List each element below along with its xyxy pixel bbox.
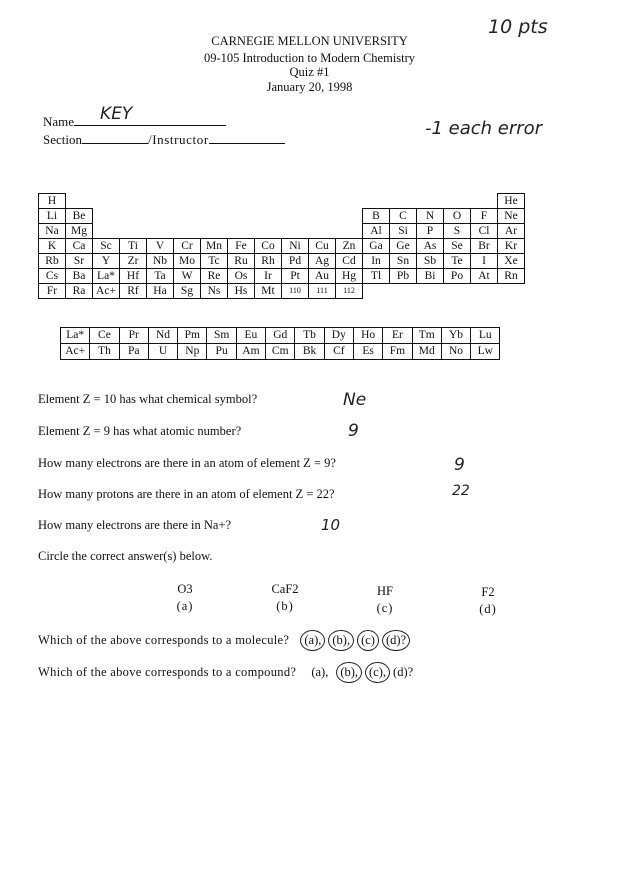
element-cell: Dy [324, 328, 353, 344]
element-cell: Sn [390, 254, 417, 269]
molecule-question [38, 630, 413, 651]
element-cell: Al [363, 224, 390, 239]
species-a [160, 582, 210, 614]
empty-cell [309, 209, 336, 224]
empty-cell [201, 194, 228, 209]
element-cell: Mg [66, 224, 93, 239]
element-cell: Fr [39, 284, 66, 299]
empty-cell [309, 194, 336, 209]
compound-question-text: Which of the above corresponds to a compound? [38, 665, 297, 679]
species-a-letter: (a) [176, 599, 194, 613]
element-cell: Mt [255, 284, 282, 299]
molecule-options [300, 633, 413, 647]
element-cell: Rb [39, 254, 66, 269]
instructor-field[interactable] [209, 130, 285, 144]
element-cell: Sb [417, 254, 444, 269]
element-cell: S [444, 224, 471, 239]
circled-option[interactable]: (a), [300, 630, 325, 651]
element-cell: Np [178, 344, 207, 360]
question-4 [38, 483, 470, 502]
circled-option[interactable]: (c) [357, 630, 379, 651]
empty-cell [444, 284, 471, 299]
empty-cell [255, 209, 282, 224]
species-b-letter: (b) [276, 599, 294, 613]
element-cell: Ru [228, 254, 255, 269]
element-cell: H [39, 194, 66, 209]
question-3 [38, 455, 465, 475]
empty-cell [444, 194, 471, 209]
element-cell: Pu [207, 344, 236, 360]
element-cell: Ce [90, 328, 119, 344]
element-cell: Ne [498, 209, 525, 224]
element-cell: Po [444, 269, 471, 284]
section-label: Section [43, 132, 82, 147]
element-cell: Pb [390, 269, 417, 284]
empty-cell [282, 194, 309, 209]
element-cell: Li [39, 209, 66, 224]
element-cell: 110 [282, 284, 309, 299]
element-cell: Zn [336, 239, 363, 254]
empty-cell [363, 284, 390, 299]
element-cell: La* [93, 269, 120, 284]
university-title: CARNEGIE MELLON UNIVERSITY [211, 34, 408, 48]
element-cell: Cu [309, 239, 336, 254]
empty-cell [255, 224, 282, 239]
element-cell: Na [39, 224, 66, 239]
empty-cell [93, 209, 120, 224]
circled-option[interactable]: (d)? [382, 630, 410, 651]
element-cell: Pt [282, 269, 309, 284]
periodic-row [39, 269, 525, 284]
periodic-row [39, 254, 525, 269]
element-cell: Sg [174, 284, 201, 299]
compound-options [311, 665, 421, 679]
element-cell: Os [228, 269, 255, 284]
periodic-table [38, 193, 525, 299]
element-cell: Lu [471, 328, 500, 344]
empty-cell [390, 194, 417, 209]
element-cell: Es [353, 344, 382, 360]
question-4-text: How many protons are there in an atom of element Z = 22? [38, 487, 335, 501]
element-cell: Md [412, 344, 441, 360]
element-cell: Eu [236, 328, 265, 344]
element-cell: P [417, 224, 444, 239]
empty-cell [228, 209, 255, 224]
element-cell: Bi [417, 269, 444, 284]
empty-cell [120, 194, 147, 209]
empty-cell [174, 224, 201, 239]
element-cell: Ge [390, 239, 417, 254]
element-cell: U [148, 344, 177, 360]
empty-cell [336, 194, 363, 209]
element-cell: B [363, 209, 390, 224]
element-cell: In [363, 254, 390, 269]
answer-1: Ne [343, 390, 367, 410]
element-cell: Ca [66, 239, 93, 254]
element-cell: Yb [441, 328, 470, 344]
element-cell: Sr [66, 254, 93, 269]
element-cell: W [174, 269, 201, 284]
element-cell: Xe [498, 254, 525, 269]
points-annotation: 10 pts [488, 16, 548, 38]
molecule-question-text: Which of the above corresponds to a molecule? [38, 633, 290, 647]
periodic-row [39, 284, 525, 299]
element-cell: Tm [412, 328, 441, 344]
element-cell: Rh [255, 254, 282, 269]
quiz-title: Quiz #1 [289, 65, 330, 79]
element-cell: Am [236, 344, 265, 360]
empty-cell [147, 194, 174, 209]
course-title: 09-105 Introduction to Modern Chemistry [203, 51, 416, 65]
empty-cell [93, 194, 120, 209]
option[interactable]: (d)? [393, 665, 414, 679]
species-d [463, 585, 513, 617]
question-5-text: How many electrons are there in Na+? [38, 518, 232, 532]
element-cell: Pd [282, 254, 309, 269]
element-cell: Lw [471, 344, 500, 360]
element-cell: Se [444, 239, 471, 254]
element-cell: K [39, 239, 66, 254]
empty-cell [498, 284, 525, 299]
element-cell: Ti [120, 239, 147, 254]
species-a-formula: O3 [177, 582, 193, 596]
question-2-text: Element Z = 9 has what atomic number? [38, 424, 242, 438]
element-cell: Te [444, 254, 471, 269]
answer-2: 9 [348, 421, 359, 441]
compound-question [38, 662, 421, 683]
element-cell: Gd [266, 328, 295, 344]
empty-cell [147, 209, 174, 224]
empty-cell [417, 284, 444, 299]
element-cell: 111 [309, 284, 336, 299]
element-cell: Br [471, 239, 498, 254]
element-cell: Y [93, 254, 120, 269]
element-cell: Sm [207, 328, 236, 344]
question-1 [38, 390, 367, 410]
empty-cell [147, 224, 174, 239]
element-cell: Rf [120, 284, 147, 299]
element-cell: Ra [66, 284, 93, 299]
element-cell: No [441, 344, 470, 360]
element-cell: Tc [201, 254, 228, 269]
element-cell: Hg [336, 269, 363, 284]
element-cell: O [444, 209, 471, 224]
element-cell: Ho [353, 328, 382, 344]
species-d-letter: (d) [479, 602, 497, 616]
empty-cell [66, 194, 93, 209]
element-cell: Ac+ [93, 284, 120, 299]
actinides-row [61, 344, 500, 360]
element-cell: C [390, 209, 417, 224]
element-cell: Mo [174, 254, 201, 269]
name-field[interactable] [74, 104, 226, 126]
quiz-date: January 20, 1998 [266, 80, 353, 94]
question-3-text: How many electrons are there in an atom of element Z = 9? [38, 456, 336, 470]
element-cell: Cs [39, 269, 66, 284]
circled-option[interactable]: (b), [336, 662, 362, 683]
element-cell: Nd [148, 328, 177, 344]
element-cell: At [471, 269, 498, 284]
species-c-letter: (c) [376, 601, 394, 615]
empty-cell [282, 224, 309, 239]
section-field[interactable] [82, 130, 148, 144]
element-cell: Cd [336, 254, 363, 269]
element-cell: Cf [324, 344, 353, 360]
element-cell: Cl [471, 224, 498, 239]
element-cell: 112 [336, 284, 363, 299]
empty-cell [228, 224, 255, 239]
name-value: KEY [100, 104, 133, 124]
circled-option[interactable]: (c), [365, 662, 390, 683]
element-cell: Ta [147, 269, 174, 284]
question-1-text: Element Z = 10 has what chemical symbol? [38, 392, 258, 406]
element-cell: Er [383, 328, 412, 344]
element-cell: Ag [309, 254, 336, 269]
element-cell: Ga [363, 239, 390, 254]
element-cell: Tb [295, 328, 324, 344]
element-cell: Hf [120, 269, 147, 284]
element-cell: Ba [66, 269, 93, 284]
option[interactable]: (a), [311, 665, 329, 679]
element-cell: Zr [120, 254, 147, 269]
element-cell: Au [309, 269, 336, 284]
empty-cell [93, 224, 120, 239]
empty-cell [336, 209, 363, 224]
element-cell: Kr [498, 239, 525, 254]
element-cell: Si [390, 224, 417, 239]
species-c [360, 584, 410, 616]
element-cell: Bk [295, 344, 324, 360]
empty-cell [282, 209, 309, 224]
element-cell: Ni [282, 239, 309, 254]
answer-3: 9 [454, 455, 465, 475]
element-cell: Nb [147, 254, 174, 269]
species-b [260, 582, 310, 614]
f-block-table [60, 327, 500, 360]
element-cell: Hs [228, 284, 255, 299]
element-cell: Ir [255, 269, 282, 284]
species-d-formula: F2 [481, 585, 495, 599]
element-cell: He [498, 194, 525, 209]
circle-instruction: Circle the correct answer(s) below. [38, 549, 213, 563]
element-cell: Ns [201, 284, 228, 299]
element-cell: Pa [119, 344, 148, 360]
circled-option[interactable]: (b), [328, 630, 354, 651]
element-cell: La* [61, 328, 90, 344]
element-cell: Co [255, 239, 282, 254]
grading-note: -1 each error [425, 118, 543, 139]
instructor-label: /Instructor [148, 132, 209, 147]
element-cell: As [417, 239, 444, 254]
periodic-row [39, 209, 525, 224]
element-cell: V [147, 239, 174, 254]
element-cell: Pm [178, 328, 207, 344]
empty-cell [336, 224, 363, 239]
name-row [43, 104, 226, 130]
element-cell: Pr [119, 328, 148, 344]
periodic-row [39, 239, 525, 254]
empty-cell [120, 224, 147, 239]
question-2 [38, 421, 359, 441]
element-cell: Rn [498, 269, 525, 284]
element-cell: I [471, 254, 498, 269]
element-cell: Sc [93, 239, 120, 254]
section-row [43, 130, 285, 148]
empty-cell [174, 194, 201, 209]
element-cell: Ar [498, 224, 525, 239]
empty-cell [174, 209, 201, 224]
element-cell: Tl [363, 269, 390, 284]
element-cell: Th [90, 344, 119, 360]
empty-cell [120, 209, 147, 224]
element-cell: N [417, 209, 444, 224]
element-cell: Fe [228, 239, 255, 254]
element-cell: Cr [174, 239, 201, 254]
empty-cell [228, 194, 255, 209]
lanthanides-row [61, 328, 500, 344]
empty-cell [201, 209, 228, 224]
element-cell: F [471, 209, 498, 224]
element-cell: Fm [383, 344, 412, 360]
species-b-formula: CaF2 [271, 582, 299, 596]
empty-cell [309, 224, 336, 239]
element-cell: Cm [266, 344, 295, 360]
question-5 [38, 516, 341, 534]
periodic-row [39, 194, 525, 209]
element-cell: Mn [201, 239, 228, 254]
answer-5: 10 [321, 516, 341, 534]
periodic-row [39, 224, 525, 239]
element-cell: Ha [147, 284, 174, 299]
element-cell: Re [201, 269, 228, 284]
name-label: Name [43, 114, 75, 129]
empty-cell [363, 194, 390, 209]
empty-cell [471, 194, 498, 209]
empty-cell [471, 284, 498, 299]
element-cell: Ac+ [61, 344, 90, 360]
empty-cell [417, 194, 444, 209]
answer-4: 22 [452, 483, 470, 499]
species-c-formula: HF [377, 584, 393, 598]
empty-cell [255, 194, 282, 209]
element-cell: Be [66, 209, 93, 224]
empty-cell [390, 284, 417, 299]
empty-cell [201, 224, 228, 239]
